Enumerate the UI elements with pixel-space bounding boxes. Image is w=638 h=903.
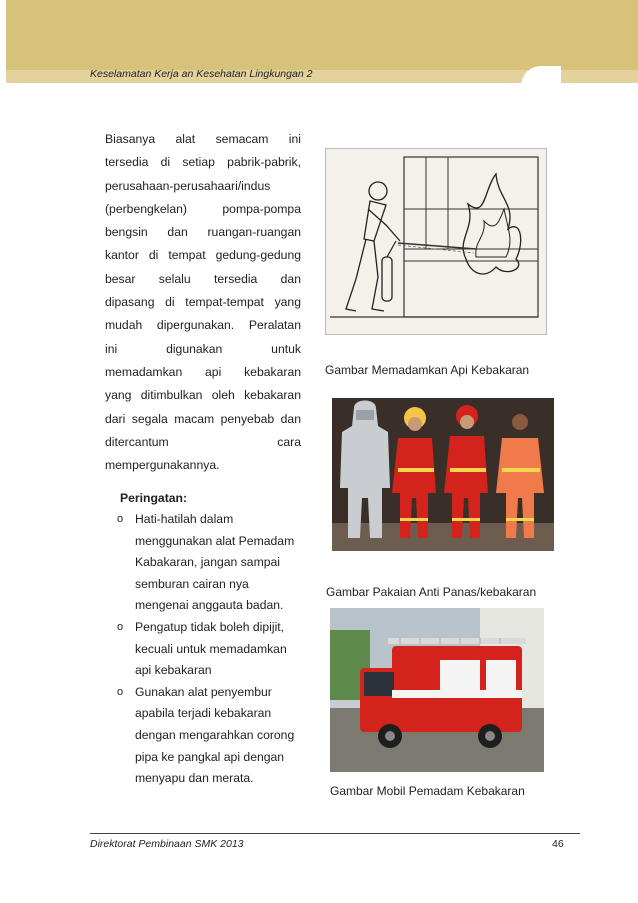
warning-line: dengan mengarahkan corong [135,727,295,742]
warning-box [117,487,320,790]
body-line: ini digunakan untuk [105,341,301,356]
body-line: dipasang di tempat-tempat yang [105,295,301,310]
fire-truck-caption: Gambar Mobil Pemadam Kebakaran [330,784,525,798]
warning-line: Pengatup tidak boleh dipijit, [135,619,285,634]
body-paragraph [105,128,301,477]
body-line: mudah dipergunakan. Peralatan [105,318,301,333]
warning-line: api kebakaran [135,663,212,678]
body-line: perusahaan-perusahaari/indus [105,178,271,193]
warning-line: menggunakan alat Pemadam [135,533,295,548]
circle-bullet-icon: o [117,620,124,633]
suits-caption: Gambar Pakaian Anti Panas/kebakaran [326,585,537,599]
body-line: besar selalu tersedia dan [105,271,301,286]
footer-publisher: Direktorat Pembinaan SMK 2013 [90,838,244,850]
circle-bullet-icon: o [117,513,124,525]
body-line: mempergunakannya. [105,458,220,473]
warning-title: Peringatan: [120,491,188,505]
extinguisher-illustration [325,148,547,335]
body-line: tersedia di setiap pabrik-pabrik, [105,155,301,170]
fire-truck-photo [330,608,544,772]
warning-line: mengenai anggauta badan. [135,598,284,613]
warning-line: pipa ke pangkal api dengan [135,749,285,764]
footer-rule [90,833,580,834]
body-line: dari segala macam penyebab dan [105,411,301,426]
body-line: kantor di tempat gedung-gedung [105,248,301,263]
body-line: bengsin dan ruangan-ruangan [105,225,301,240]
warning-line: Gunakan alat penyembur [135,684,272,699]
body-line: (perbengkelan) pompa-pompa [105,201,301,216]
body-line: ditercantum cara [105,434,301,449]
body-line: yang ditimbulkan oleh kebakaran [105,388,301,403]
page-number: 46 [552,838,564,850]
warning-line: Kabakaran, jangan sampai [135,555,280,570]
warning-item [117,509,320,617]
suits-drawing [332,398,554,551]
body-line: Biasanya alat semacam ini [105,132,301,146]
circle-bullet-icon: o [117,685,124,698]
warning-line: semburan cairan nya [135,576,249,591]
protective-suits-photo [332,398,554,551]
extinguisher-drawing [326,149,546,334]
extinguisher-caption: Gambar Memadamkan Api Kebakaran [325,363,530,377]
warning-line: kecuali untuk memadamkan [135,641,287,656]
warning-item [117,682,320,790]
body-line: memadamkan api kebakaran [105,364,301,379]
fire-truck-drawing [330,608,544,772]
warning-line: Hati-hatilah dalam [135,512,234,526]
header-title: Keselamatan Kerja an Kesehatan Lingkungan 2 [90,68,313,80]
warning-item [117,617,320,682]
warning-line: apabila terjadi kebakaran [135,706,272,721]
warning-line: menyapu dan merata. [135,771,254,786]
